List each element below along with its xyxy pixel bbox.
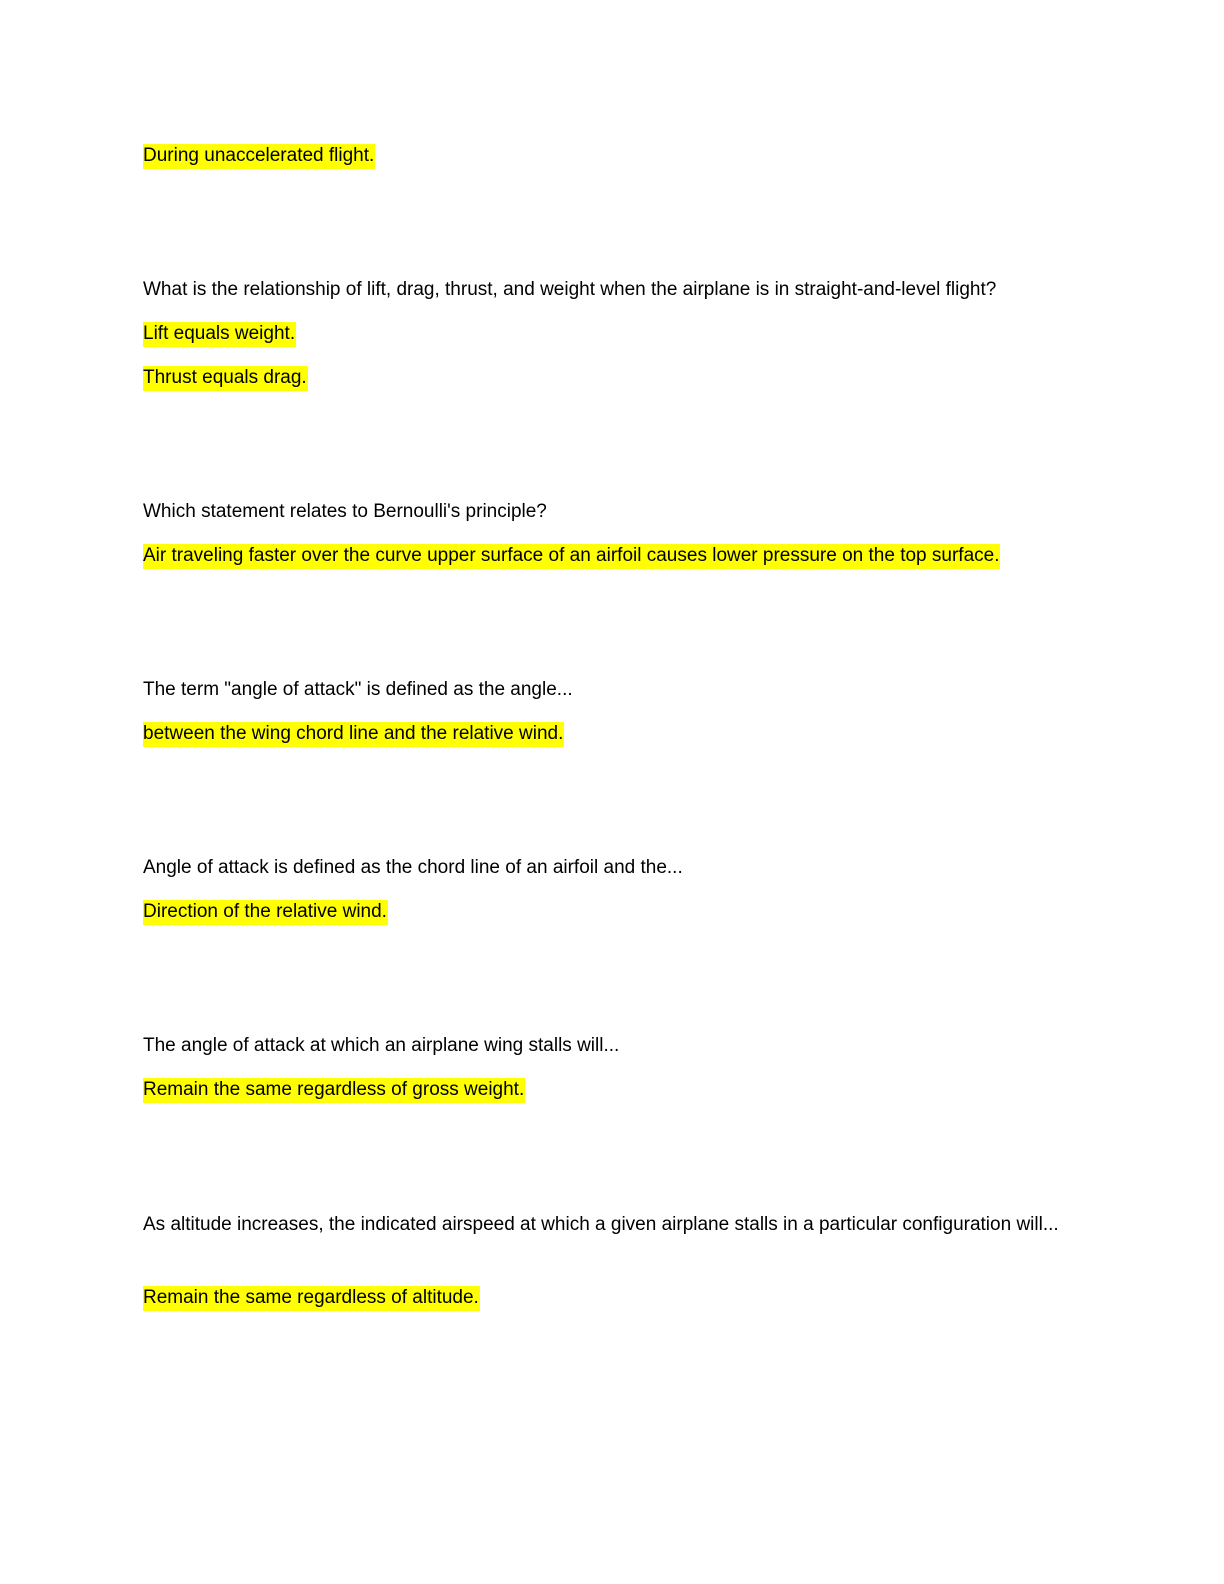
answer-line — [143, 898, 388, 926]
highlighted-answer: Lift equals weight. — [143, 322, 296, 347]
question-line: The angle of attack at which an airplane wing stalls will... — [143, 1035, 620, 1056]
answer-line — [143, 320, 296, 348]
question-line: Which statement relates to Bernoulli's principle? — [143, 501, 547, 522]
highlighted-answer: During unaccelerated flight. — [143, 144, 375, 169]
highlighted-answer: between the wing chord line and the relative wind. — [143, 722, 564, 747]
question-line: As altitude increases, the indicated airspeed at which a given airplane stalls in a particular configuration will... — [143, 1214, 1059, 1235]
highlighted-answer: Remain the same regardless of altitude. — [143, 1286, 480, 1311]
answer-line — [143, 1284, 480, 1312]
answer-line — [143, 142, 375, 170]
answer-line — [143, 364, 308, 392]
question-line: What is the relationship of lift, drag, thrust, and weight when the airplane is in straight-and-level flight? — [143, 279, 997, 300]
answer-line — [143, 720, 564, 748]
highlighted-answer: Direction of the relative wind. — [143, 900, 388, 925]
highlighted-answer: Remain the same regardless of gross weight. — [143, 1078, 525, 1103]
question-line: Angle of attack is defined as the chord line of an airfoil and the... — [143, 857, 683, 878]
highlighted-answer: Thrust equals drag. — [143, 366, 308, 391]
highlighted-answer: Air traveling faster over the curve upper surface of an airfoil causes lower pressure on the top surface. — [143, 544, 1000, 569]
answer-line — [143, 1076, 525, 1104]
question-line: The term "angle of attack" is defined as the angle... — [143, 679, 573, 700]
answer-line — [143, 542, 1000, 570]
